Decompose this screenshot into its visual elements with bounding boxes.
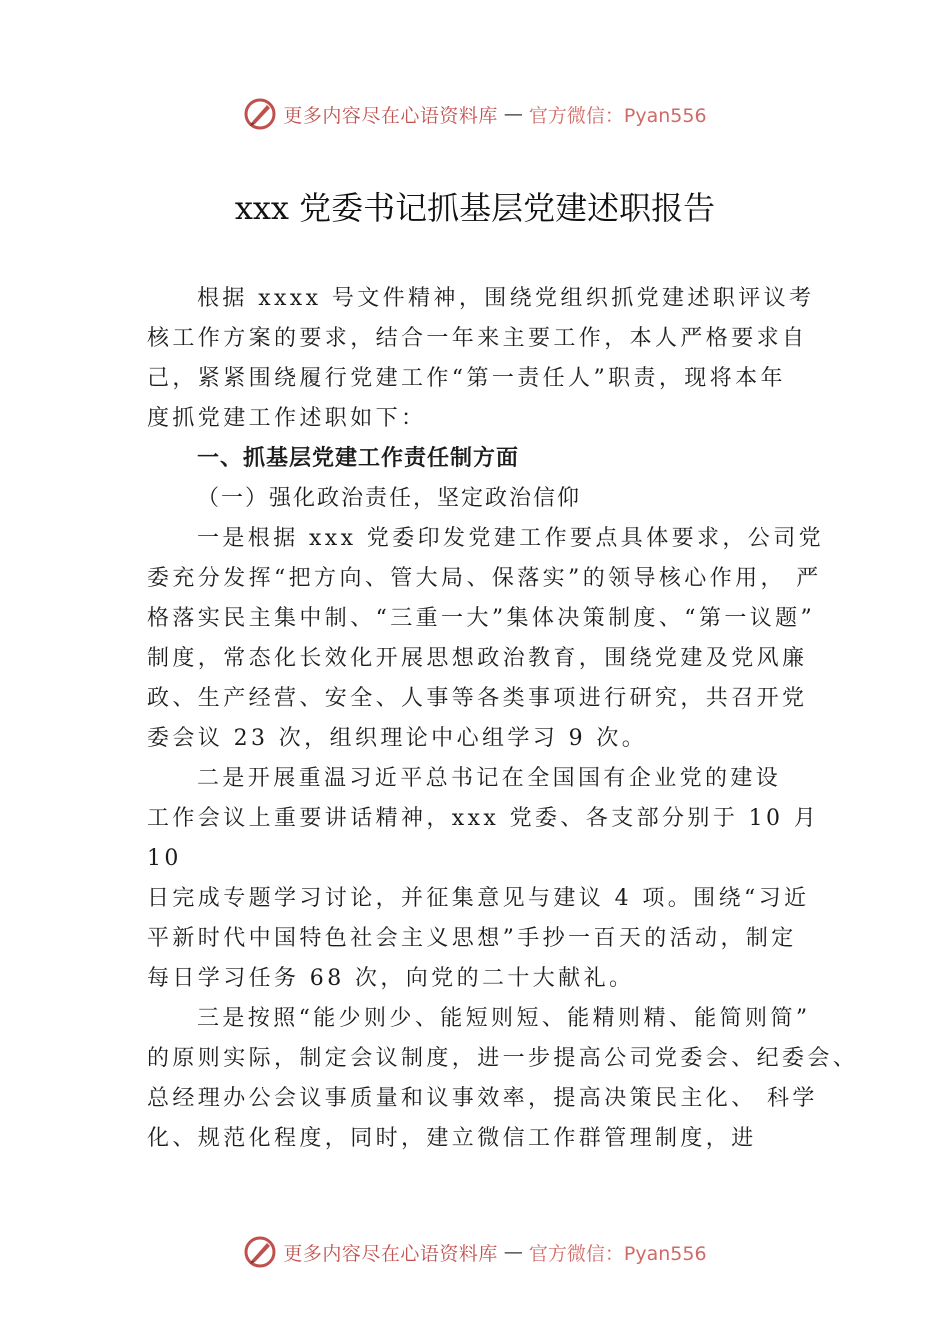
- body-line: 一是根据 xxx 党委印发党建工作要点具体要求，公司党: [197, 526, 825, 551]
- body-line: 根据 xxxx 号文件精神，围绕党组织抓党建述职评议考: [197, 286, 815, 311]
- banner-brand: 更多内容尽在心语资料库: [283, 1242, 498, 1265]
- body-line: 度抓党建工作述职如下：: [147, 406, 427, 431]
- body-line: 的原则实际，制定会议制度，进一步提高公司党委会、纪委会、: [147, 1046, 859, 1071]
- body-line: 10: [147, 846, 182, 871]
- pen-logo-icon: [243, 97, 277, 131]
- banner-separator: —: [503, 1241, 523, 1263]
- pen-logo-icon: [243, 1235, 277, 1269]
- header-banner: [0, 94, 950, 134]
- banner-separator: —: [503, 103, 523, 125]
- subsection-heading: （一）强化政治责任，坚定政治信仰: [197, 486, 582, 511]
- body-line: 三是按照“能少则少、能短则短、能精则精、能简则简”: [197, 1006, 811, 1031]
- body-line: 核工作方案的要求，结合一年来主要工作，本人严格要求自: [147, 326, 808, 351]
- footer-banner: [0, 1232, 950, 1272]
- body-line: 二是开展重温习近平总书记在全国国有企业党的建设: [197, 766, 782, 791]
- banner-wechat: 官方微信：Pyan556: [528, 104, 707, 127]
- body-line: 政、生产经营、安全、人事等各类事项进行研究，共召开党: [147, 686, 808, 711]
- document-title: xxx 党委书记抓基层党建述职报告: [234, 189, 716, 227]
- document-body: [147, 279, 859, 1159]
- body-line: 委会议 23 次，组织理论中心组学习 9 次。: [147, 726, 648, 751]
- banner-wechat: 官方微信：Pyan556: [528, 1242, 707, 1265]
- body-line: 平新时代中国特色社会主义思想”手抄一百天的活动，制定: [147, 926, 797, 951]
- body-line: 每日学习任务 68 次，向党的二十大献礼。: [147, 966, 635, 991]
- body-line: 委充分发挥“把方向、管大局、保落实”的领导核心作用， 严: [147, 566, 822, 591]
- banner-brand: 更多内容尽在心语资料库: [283, 104, 498, 127]
- body-line: 日完成专题学习讨论，并征集意见与建议 4 项。围绕“习近: [147, 886, 810, 911]
- body-line: 制度，常态化长效化开展思想政治教育，围绕党建及党风廉: [147, 646, 808, 671]
- body-line: 格落实民主集中制、“三重一大”集体决策制度、“第一议题”: [147, 606, 816, 631]
- body-line: 工作会议上重要讲话精神，xxx 党委、各支部分别于 10 月: [147, 806, 820, 831]
- body-line: 己，紧紧围绕履行党建工作“第一责任人”职责，现将本年: [147, 366, 786, 391]
- section-heading: 一、抓基层党建工作责任制方面: [197, 446, 520, 471]
- body-line: 化、规范化程度，同时，建立微信工作群管理制度，进: [147, 1126, 757, 1151]
- body-line: 总经理办公会议事质量和议事效率，提高决策民主化、 科学: [147, 1086, 818, 1111]
